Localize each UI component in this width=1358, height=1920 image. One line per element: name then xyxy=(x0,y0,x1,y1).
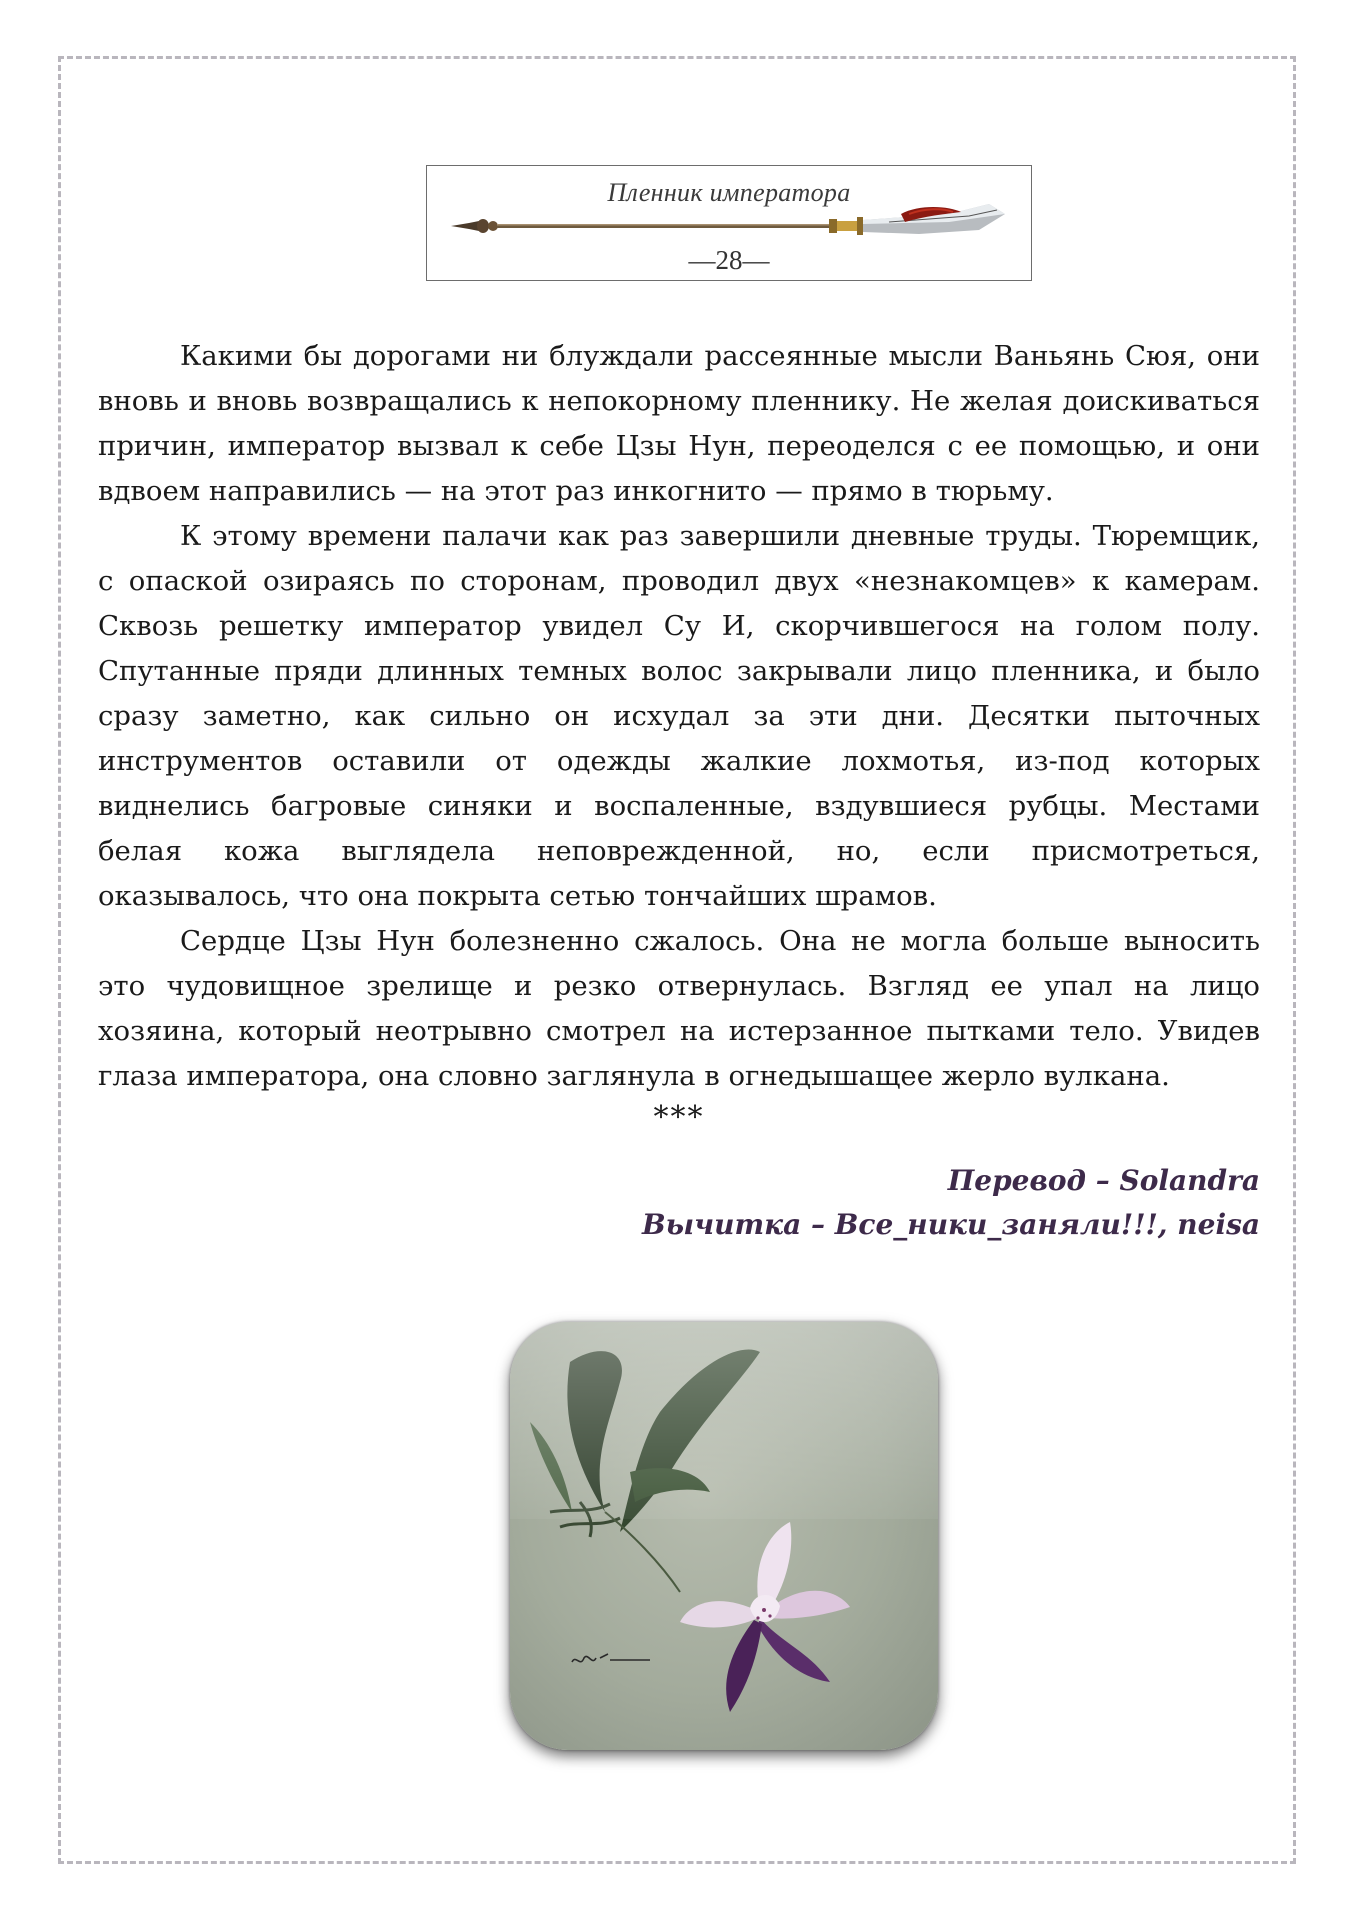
credits xyxy=(98,1159,1260,1247)
page-header xyxy=(426,165,1032,281)
page-number: —28— xyxy=(688,245,770,275)
header-title: Пленник императора xyxy=(607,178,851,207)
chapter-body xyxy=(98,334,1260,1247)
spear-icon xyxy=(449,200,1009,250)
orchid-painting-icon xyxy=(510,1322,938,1750)
paragraph-3: Сердце Цзы Нун болезненно сжалось. Она не могла больше выносить это чудовищное зрелище и резко отвернулась. Взгляд ее упал на лицо хозяина, который неотрывно смотрел на истерзанное пытками тело. Увидев глаза императора, она словно заглянула в огнедышащее жерло вулкана. xyxy=(98,925,1260,1092)
paragraph-1: Какими бы дорогами ни блуждали рассеянные мысли Ваньянь Сюя, они вновь и вновь возвращались к непокорному пленнику. Не желая доискиваться причин, император вызвал к себе Цзы Нун, переоделся с ее помощью, и они вдвоем направились — на этот раз инкогнито — прямо в тюрьму. xyxy=(98,340,1260,507)
paragraph-2: К этому времени палачи как раз завершили дневные труды. Тюремщик, с опаской озираясь по сторонам, проводил двух «незнакомцев» к камерам. Сквозь решетку император увидел Су И, скорчившегося на голом полу. Спутанные пряди длинных темных волос закрывали лицо пленника, и было сразу заметно, как сильно он исхудал за эти дни. Десятки пыточных инструментов оставили от одежды жалкие лохмотья, из-под которых виднелись багровые синяки и воспаленные, вздувшиеся рубцы. Местами белая кожа выглядела неповрежденной, но, если присмотреться, оказывалось, что она покрыта сетью тончайших шрамов. xyxy=(98,520,1260,912)
section-separator: *** xyxy=(653,1100,705,1135)
proofreader-credit: Вычитка – Все_ники_заняли!!!, neisa xyxy=(642,1208,1260,1241)
translator-credit: Перевод – Solandra xyxy=(947,1164,1260,1197)
